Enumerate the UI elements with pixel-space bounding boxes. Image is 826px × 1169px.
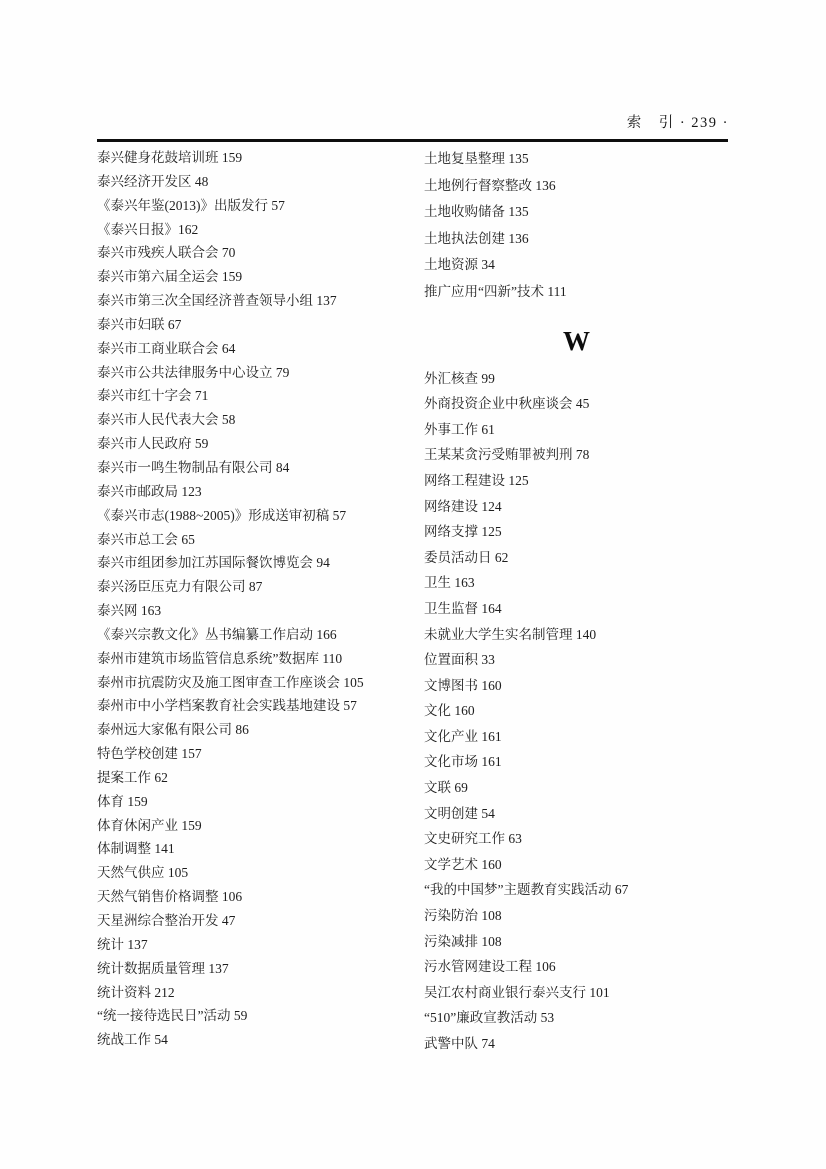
index-entry: 委员活动日 62: [424, 549, 509, 565]
index-entry: 土地例行督察整改 136: [424, 177, 556, 193]
index-entry: 泰兴市妇联 67: [97, 316, 182, 332]
running-head: 索 引 · 239 ·: [626, 115, 729, 131]
index-entry: “我的中国梦”主题教育实践活动 67: [424, 882, 629, 898]
index-entry: 位置面积 33: [424, 652, 495, 668]
index-entry: 污染防治 108: [424, 908, 502, 924]
index-entry: 武警中队 74: [424, 1036, 495, 1051]
index-entry: 提案工作 62: [97, 769, 168, 785]
index-entry: 污水管网建设工程 106: [424, 959, 556, 975]
index-entry: 特色学校创建 157: [97, 746, 202, 762]
index-entry: 文史研究工作 63: [424, 831, 522, 847]
index-entry: 《泰兴年鉴(2013)》出版发行 57: [97, 197, 285, 213]
index-entry: 推广应用“四新”技术 111: [424, 283, 567, 299]
index-entry: 体育 159: [97, 793, 148, 809]
index-entry: 王某某贪污受贿罪被判刑 78: [424, 447, 590, 463]
index-column-right: [424, 146, 730, 1057]
index-entry: 天然气供应 105: [97, 865, 189, 881]
index-entry: 外事工作 61: [424, 421, 495, 437]
index-entry: “510”廉政宣教活动 53: [424, 1010, 555, 1026]
index-entry: 土地资源 34: [424, 257, 495, 273]
index-entry: 统战工作 54: [97, 1032, 168, 1048]
index-entry: 泰兴市公共法律服务中心设立 79: [97, 364, 290, 380]
index-entry: 网络建设 124: [424, 498, 502, 514]
index-entry: 泰兴健身花鼓培训班 159: [97, 150, 243, 165]
index-entry: 泰兴市红十字会 71: [97, 388, 209, 404]
index-entry: 泰兴市一鸣生物制品有限公司 84: [97, 459, 290, 475]
index-entry: 《泰兴日报》162: [97, 221, 199, 237]
index-entry: 文明创建 54: [424, 805, 495, 821]
index-entry: 统计数据质量管理 137: [97, 960, 229, 976]
index-entry: 泰州市抗震防灾及施工图审查工作座谈会 105: [97, 674, 364, 690]
index-group-t-continued: [424, 146, 730, 306]
section-heading-w: W: [563, 325, 591, 356]
index-entry: 文学艺术 160: [424, 856, 502, 872]
index-entry: “统一接待选民日”活动 59: [97, 1008, 248, 1024]
index-entry: 统计资料 212: [97, 984, 175, 1000]
index-entry: 泰州市中小学档案教育社会实践基地建设 57: [97, 698, 357, 714]
index-entry: 泰兴市人民代表大会 58: [97, 412, 236, 428]
index-entry: 土地收购储备 135: [424, 204, 529, 220]
index-entry: 文化产业 161: [424, 728, 502, 744]
index-entry: 体制调整 141: [97, 841, 175, 857]
index-entry: 泰兴汤臣压克力有限公司 87: [97, 579, 263, 595]
index-entry: 网络工程建设 125: [424, 472, 529, 488]
index-entry: 泰兴网 163: [97, 603, 162, 619]
index-entry: 泰兴市第三次全国经济普查领导小组 137: [97, 293, 337, 309]
index-entry: 文化市场 161: [424, 754, 502, 770]
index-entry: 泰州远大家俬有限公司 86: [97, 722, 249, 738]
index-entry: 泰兴市总工会 65: [97, 531, 195, 547]
index-entry: 网络支撑 125: [424, 524, 502, 540]
index-entry: 统计 137: [97, 936, 148, 952]
index-entry: 土地执法创建 136: [424, 230, 529, 246]
index-entry: 卫生 163: [424, 575, 475, 591]
index-entry: 天星洲综合整治开发 47: [97, 913, 236, 928]
index-entry: 土地复垦整理 135: [424, 151, 529, 166]
index-entry: 吴江农村商业银行泰兴支行 101: [424, 984, 610, 1000]
index-entry: 卫生监督 164: [424, 600, 502, 616]
index-entry: 外商投资企业中秋座谈会 45: [424, 396, 590, 412]
index-entry: 体育休闲产业 159: [97, 817, 202, 833]
index-entry: 泰兴市工商业联合会 64: [97, 340, 236, 356]
index-entry: 天然气销售价格调整 106: [97, 889, 243, 905]
index-column-left: [97, 146, 424, 1052]
index-entry: 《泰兴宗教文化》丛书编纂工作启动 166: [97, 626, 337, 642]
index-entry: 文博图书 160: [424, 677, 502, 693]
index-entry: 泰兴市组团参加江苏国际餐饮博览会 94: [97, 555, 330, 571]
header-rule: [97, 139, 728, 142]
index-entry: 泰兴市邮政局 123: [97, 483, 202, 499]
index-entry: 《泰兴市志(1988~2005)》形成送审初稿 57: [97, 507, 347, 523]
index-entry: 泰兴经济开发区 48: [97, 173, 209, 189]
index-entry: 文联 69: [424, 780, 468, 796]
index-entry: 外汇核查 99: [424, 370, 495, 386]
index-entry: 泰兴市残疾人联合会 70: [97, 245, 236, 261]
index-entry: 泰兴市人民政府 59: [97, 436, 209, 452]
index-entry: 泰兴市第六届全运会 159: [97, 269, 243, 285]
index-entry: 未就业大学生实名制管理 140: [424, 626, 597, 642]
index-entry: 泰州市建筑市场监管信息系统”数据库 110: [97, 650, 343, 666]
index-group-w: [424, 366, 730, 1057]
index-entry: 文化 160: [424, 703, 475, 719]
index-entry: 污染减排 108: [424, 933, 502, 949]
